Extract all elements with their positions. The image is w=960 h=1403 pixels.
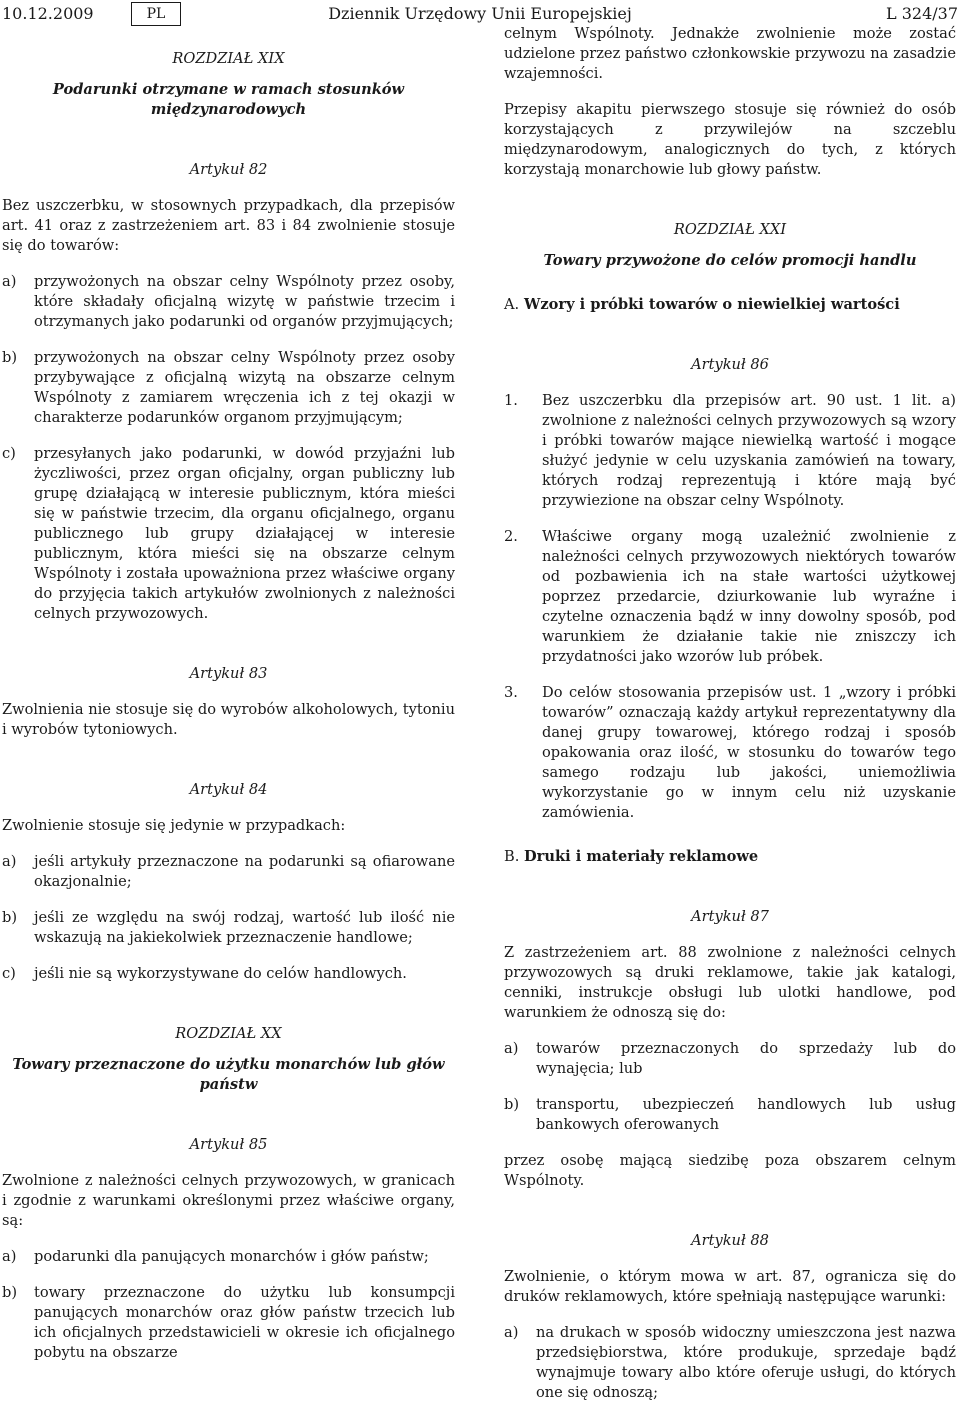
item-text: jeśli ze względu na swój rodzaj, wartość lub ilość nie wskazują na jakiekolwiek przeznaczenie handlowe;	[34, 909, 455, 946]
section-b-letter: B.	[504, 848, 520, 865]
item-text: przesyłanych jako podarunki, w dowód przyjaźni lub życzliwości, przez organ oficjalny, organ publiczny lub grupę działającą w interesie publicznym, która mieści się w państwie trzecim, dla organu oficjalnego, organu publicznego lub grupy działającej w interesie publicznym, która mieści się na obszarze celnym Wspólnoty i została upoważniona przez właściwe organy do przyjęcia takich artykułów zwolnionych z należności celnych przywozowych.	[34, 445, 455, 622]
chapter-xx-heading: ROZDZIAŁ XX	[175, 1025, 282, 1042]
article-84-item-b	[2, 908, 455, 948]
language-badge: PL	[131, 2, 181, 26]
article-83-heading: Artykuł 83	[189, 665, 268, 682]
article-82-item-a	[2, 272, 455, 332]
item-text: jeśli nie są wykorzystywane do celów handlowych.	[34, 965, 407, 982]
article-82-item-c	[2, 444, 455, 624]
article-85-paragraph-2: Przepisy akapitu pierwszego stosuje się również do osób korzystających z przywilejów na szczeblu międzynarodowym, analogicznych do tych, z których korzystają monarchowie lub głowy państw.	[504, 101, 956, 178]
section-b-heading	[504, 847, 956, 867]
section-b-title: Druki i materiały reklamowe	[524, 848, 759, 865]
item-text: przywożonych na obszar celny Wspólnoty przez osoby, które składały oficjalną wizytę w państwie trzecim i otrzymanych jako podarunki od organów przyjmujących;	[34, 273, 455, 330]
item-text: towarów przeznaczonych do sprzedaży lub do wynajęcia; lub	[536, 1040, 956, 1077]
chapter-xix-heading: ROZDZIAŁ XIX	[172, 50, 285, 67]
point-text: Do celów stosowania przepisów ust. 1 „wzory i próbki towarów” oznaczają każdy artykuł reprezentatywny dla danej grupy towarowej, którego rodzaj i sposób opakowania oraz ilość, w stosunku do towarów tego samego rodzaju lub jakości, uniemożliwia wykorzystanie go w innym celu niż uzyskanie zamówienia.	[542, 684, 956, 821]
item-label: b)	[2, 909, 18, 926]
point-text: Bez uszczerbku dla przepisów art. 90 ust. 1 lit. a) zwolnione z należności celnych przywozowych są wzory i próbki towarów mające niewielką wartość i mogące służyć jedynie w celu uzyskania zamówień na towary, których rodzaj reprezentują i które mają być przywiezione na obszar celny Wspólnoty.	[542, 392, 956, 509]
article-82-item-b	[2, 348, 455, 428]
item-label: b)	[2, 349, 18, 366]
item-text: jeśli artykuły przeznaczone na podarunki są ofiarowane okazjonalnie;	[34, 853, 455, 890]
item-label: b)	[2, 1284, 18, 1301]
article-87-heading: Artykuł 87	[691, 908, 769, 925]
item-label: a)	[504, 1324, 519, 1341]
item-label: a)	[504, 1040, 519, 1057]
chapter-xxi-title: Towary przywożone do celów promocji handlu	[543, 252, 917, 269]
article-86-point-3	[504, 683, 956, 823]
section-a-title: Wzory i próbki towarów o niewielkiej wartości	[524, 296, 900, 313]
article-85-intro: Zwolnione z należności celnych przywozowych, w granicach i zgodnie z warunkami określonymi przez właściwe organy, są:	[2, 1172, 455, 1229]
item-label: c)	[2, 965, 16, 982]
article-83-text: Zwolnienia nie stosuje się do wyrobów alkoholowych, tytoniu i wyrobów tytoniowych.	[2, 701, 455, 738]
section-a-letter: A.	[504, 296, 520, 313]
item-label: c)	[2, 445, 16, 462]
article-88-item-a	[504, 1323, 956, 1403]
item-label: a)	[2, 853, 17, 870]
article-86-point-1	[504, 391, 956, 511]
article-87-item-a	[504, 1039, 956, 1079]
article-87-closing: przez osobę mającą siedzibę poza obszarem celnym Wspólnoty.	[504, 1152, 956, 1189]
point-number: 1.	[504, 392, 518, 409]
chapter-xx-title: Towary przeznaczone do użytku monarchów lub głów państw	[12, 1056, 445, 1093]
right-column	[504, 25, 956, 1403]
header-date: 10.12.2009	[2, 4, 94, 23]
article-82-heading: Artykuł 82	[189, 161, 268, 178]
item-label: b)	[504, 1096, 520, 1113]
point-text: Właściwe organy mogą uzależnić zwolnienie z należności celnych przywozowych niektórych towarów od pozbawienia ich na stałe wartości użytkowej poprzez przedarcie, dziurkowanie lub wyraźne i czytelne oznaczenia bądź w inny dowolny sposób, pod warunkiem że działanie takie nie zniszczy ich przydatności jako wzorów lub próbek.	[542, 528, 956, 665]
item-text: towary przeznaczone do użytku lub konsumpcji panujących monarchów oraz głów państw trzecich lub ich oficjalnych przedstawicieli w okresie ich oficjalnego pobytu na obszarze	[34, 1284, 455, 1361]
article-82-intro: Bez uszczerbku, w stosownych przypadkach, dla przepisów art. 41 oraz z zastrzeżeniem art. 83 i 84 zwolnienie stosuje się do towarów:	[2, 197, 455, 254]
article-85-item-b	[2, 1283, 455, 1363]
chapter-xix-title-line1: Podarunki otrzymane w ramach stosunków	[52, 81, 405, 98]
point-number: 3.	[504, 684, 518, 701]
article-84-heading: Artykuł 84	[189, 781, 268, 798]
article-87-item-b	[504, 1095, 956, 1135]
article-88-intro: Zwolnienie, o którym mowa w art. 87, ogranicza się do druków reklamowych, które spełniają następujące warunki:	[504, 1268, 956, 1305]
article-88-heading: Artykuł 88	[691, 1232, 769, 1249]
chapter-xxi-heading: ROZDZIAŁ XXI	[673, 221, 787, 238]
article-85-heading: Artykuł 85	[189, 1136, 268, 1153]
article-86-point-2	[504, 527, 956, 667]
item-text: podarunki dla panujących monarchów i głów państw;	[34, 1248, 429, 1265]
journal-title: Dziennik Urzędowy Unii Europejskiej	[328, 4, 632, 23]
article-84-intro: Zwolnienie stosuje się jedynie w przypadkach:	[2, 817, 346, 834]
article-84-item-a	[2, 852, 455, 892]
item-label: a)	[2, 1248, 17, 1265]
article-85-item-a	[2, 1247, 455, 1267]
article-85-continuation: celnym Wspólnoty. Jednakże zwolnienie może zostać udzielone przez państwo członkowskie przywozu na zasadzie wzajemności.	[504, 25, 956, 82]
chapter-xix-title-line2: międzynarodowych	[150, 101, 307, 118]
page-number: L 324/37	[886, 4, 958, 23]
point-number: 2.	[504, 528, 518, 545]
article-84-item-c	[2, 964, 455, 984]
left-column	[2, 30, 455, 1363]
item-text: przywożonych na obszar celny Wspólnoty przez osoby przybywające z oficjalną wizytą na obszarze celnym Wspólnoty z zamiarem wręczenia ich z tej okazji w charakterze podarunków organom przyjmującym;	[34, 349, 455, 426]
section-a-heading	[504, 295, 956, 315]
item-text: na drukach w sposób widoczny umieszczona jest nazwa przedsiębiorstwa, które produkuje, sprzedaje bądź wynajmuje towary albo które oferuje usługi, do których one się odnoszą;	[536, 1324, 956, 1401]
article-87-intro: Z zastrzeżeniem art. 88 zwolnione z należności celnych przywozowych są druki reklamowe, takie jak katalogi, cenniki, instrukcje obsługi lub ulotki handlowe, pod warunkiem że odnoszą się do:	[504, 944, 956, 1021]
item-label: a)	[2, 273, 17, 290]
item-text: transportu, ubezpieczeń handlowych lub usług bankowych oferowanych	[536, 1096, 956, 1133]
article-86-heading: Artykuł 86	[691, 356, 769, 373]
